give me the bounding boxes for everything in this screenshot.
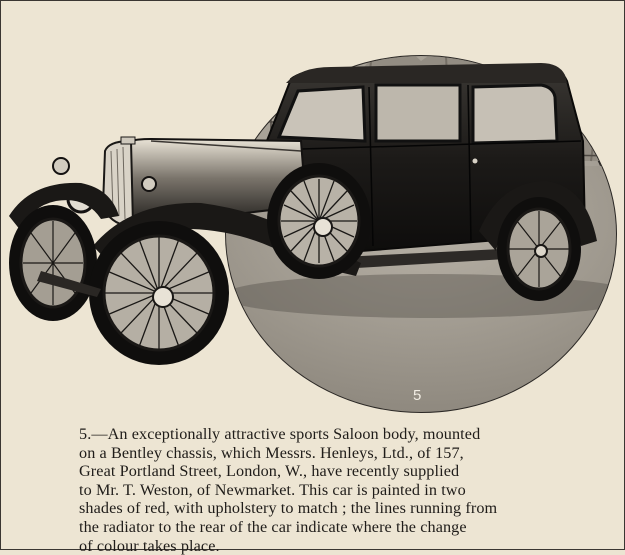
spare-wheel bbox=[267, 163, 371, 279]
caption-line: the radiator to the rear of the car indicate where the change bbox=[79, 517, 467, 536]
front-right-wheel bbox=[89, 221, 229, 365]
car-photograph bbox=[1, 1, 624, 421]
front-left-wheel bbox=[9, 205, 97, 321]
caption-line: 5.—An exceptionally attractive sports Saloon body, mounted bbox=[79, 425, 481, 443]
caption-line: on a Bentley chassis, which Messrs. Henleys, Ltd., of 157, bbox=[79, 443, 464, 462]
rear-wheel bbox=[497, 197, 581, 301]
caption-line: shades of red, with upholstery to match ; the lines running from bbox=[79, 499, 498, 518]
caption-line: to Mr. T. Weston, of Newmarket. This car is painted in two bbox=[79, 480, 466, 499]
caption-line: Great Portland Street, London, W., have recently supplied bbox=[79, 462, 460, 481]
caption-line: of colour takes place. bbox=[79, 536, 220, 555]
plate-number: 5 bbox=[413, 387, 422, 404]
photo-caption bbox=[79, 425, 579, 555]
